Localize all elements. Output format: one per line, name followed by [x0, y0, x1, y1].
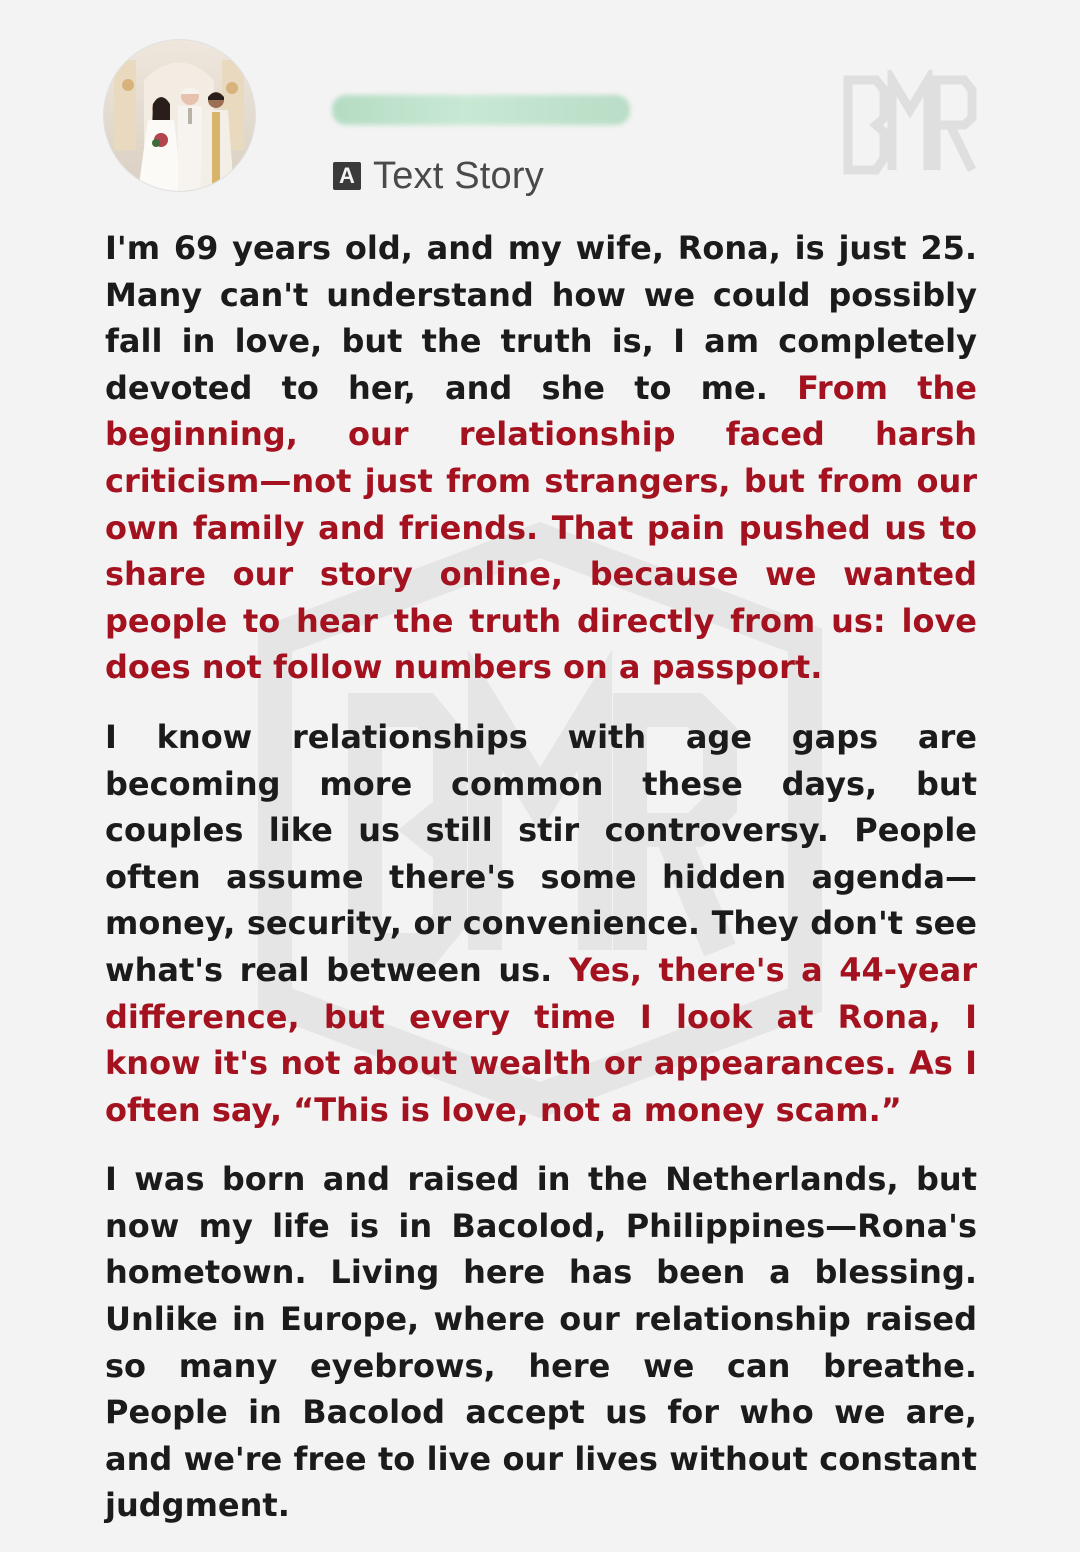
paragraph-text: I was born and raised in the Netherlands, but now my life is in Bacolod, Philippines—Rona's hometown. Living here has been a blessing. Unlike in Europe, where our relationship raised so many eyebrows, here we can breathe. People in Bacolod accept us for who we are, and we're free to live our lives without constant judgment. — [105, 1160, 977, 1525]
letter-a-icon: A — [333, 162, 361, 190]
story-body — [105, 225, 977, 1552]
post-header — [0, 0, 1080, 210]
story-paragraph-3 — [105, 1156, 977, 1529]
story-paragraph-2 — [105, 714, 977, 1133]
wedding-photo-avatar[interactable] — [104, 40, 255, 191]
paragraph-text: I'm 69 years old, and my wife, Rona, is just 25. Many can't understand how we could possibly fall in love, but the truth is, I am completely devoted to her, and she to me. — [105, 229, 977, 407]
highlighted-text: Yes, there's a 44-year difference, but every time I look at Rona, I know it's not about wealth or appearances. As I often say, “This is love, not a money scam.” — [105, 950, 978, 1129]
story-tag-label: Text Story — [373, 154, 544, 197]
redacted-author-name — [332, 95, 630, 125]
paragraph-text: I know relationships with age gaps are becoming more common these days, but couples like us still stir controversy. People often assume there's some hidden agenda—money, security, or convenience. They don't see what's real between us. — [105, 717, 977, 989]
highlighted-text: From the beginning, our relationship faced harsh criticism—not just from strangers, but from our own family and friends. That pain pushed us to share our story online, because we wanted people to hear the truth directly from us: love does not follow numbers on a passport. — [105, 368, 978, 687]
text-story-tag — [333, 152, 544, 200]
story-paragraph-1 — [105, 225, 977, 691]
wedding-photo-illustration — [104, 40, 255, 191]
